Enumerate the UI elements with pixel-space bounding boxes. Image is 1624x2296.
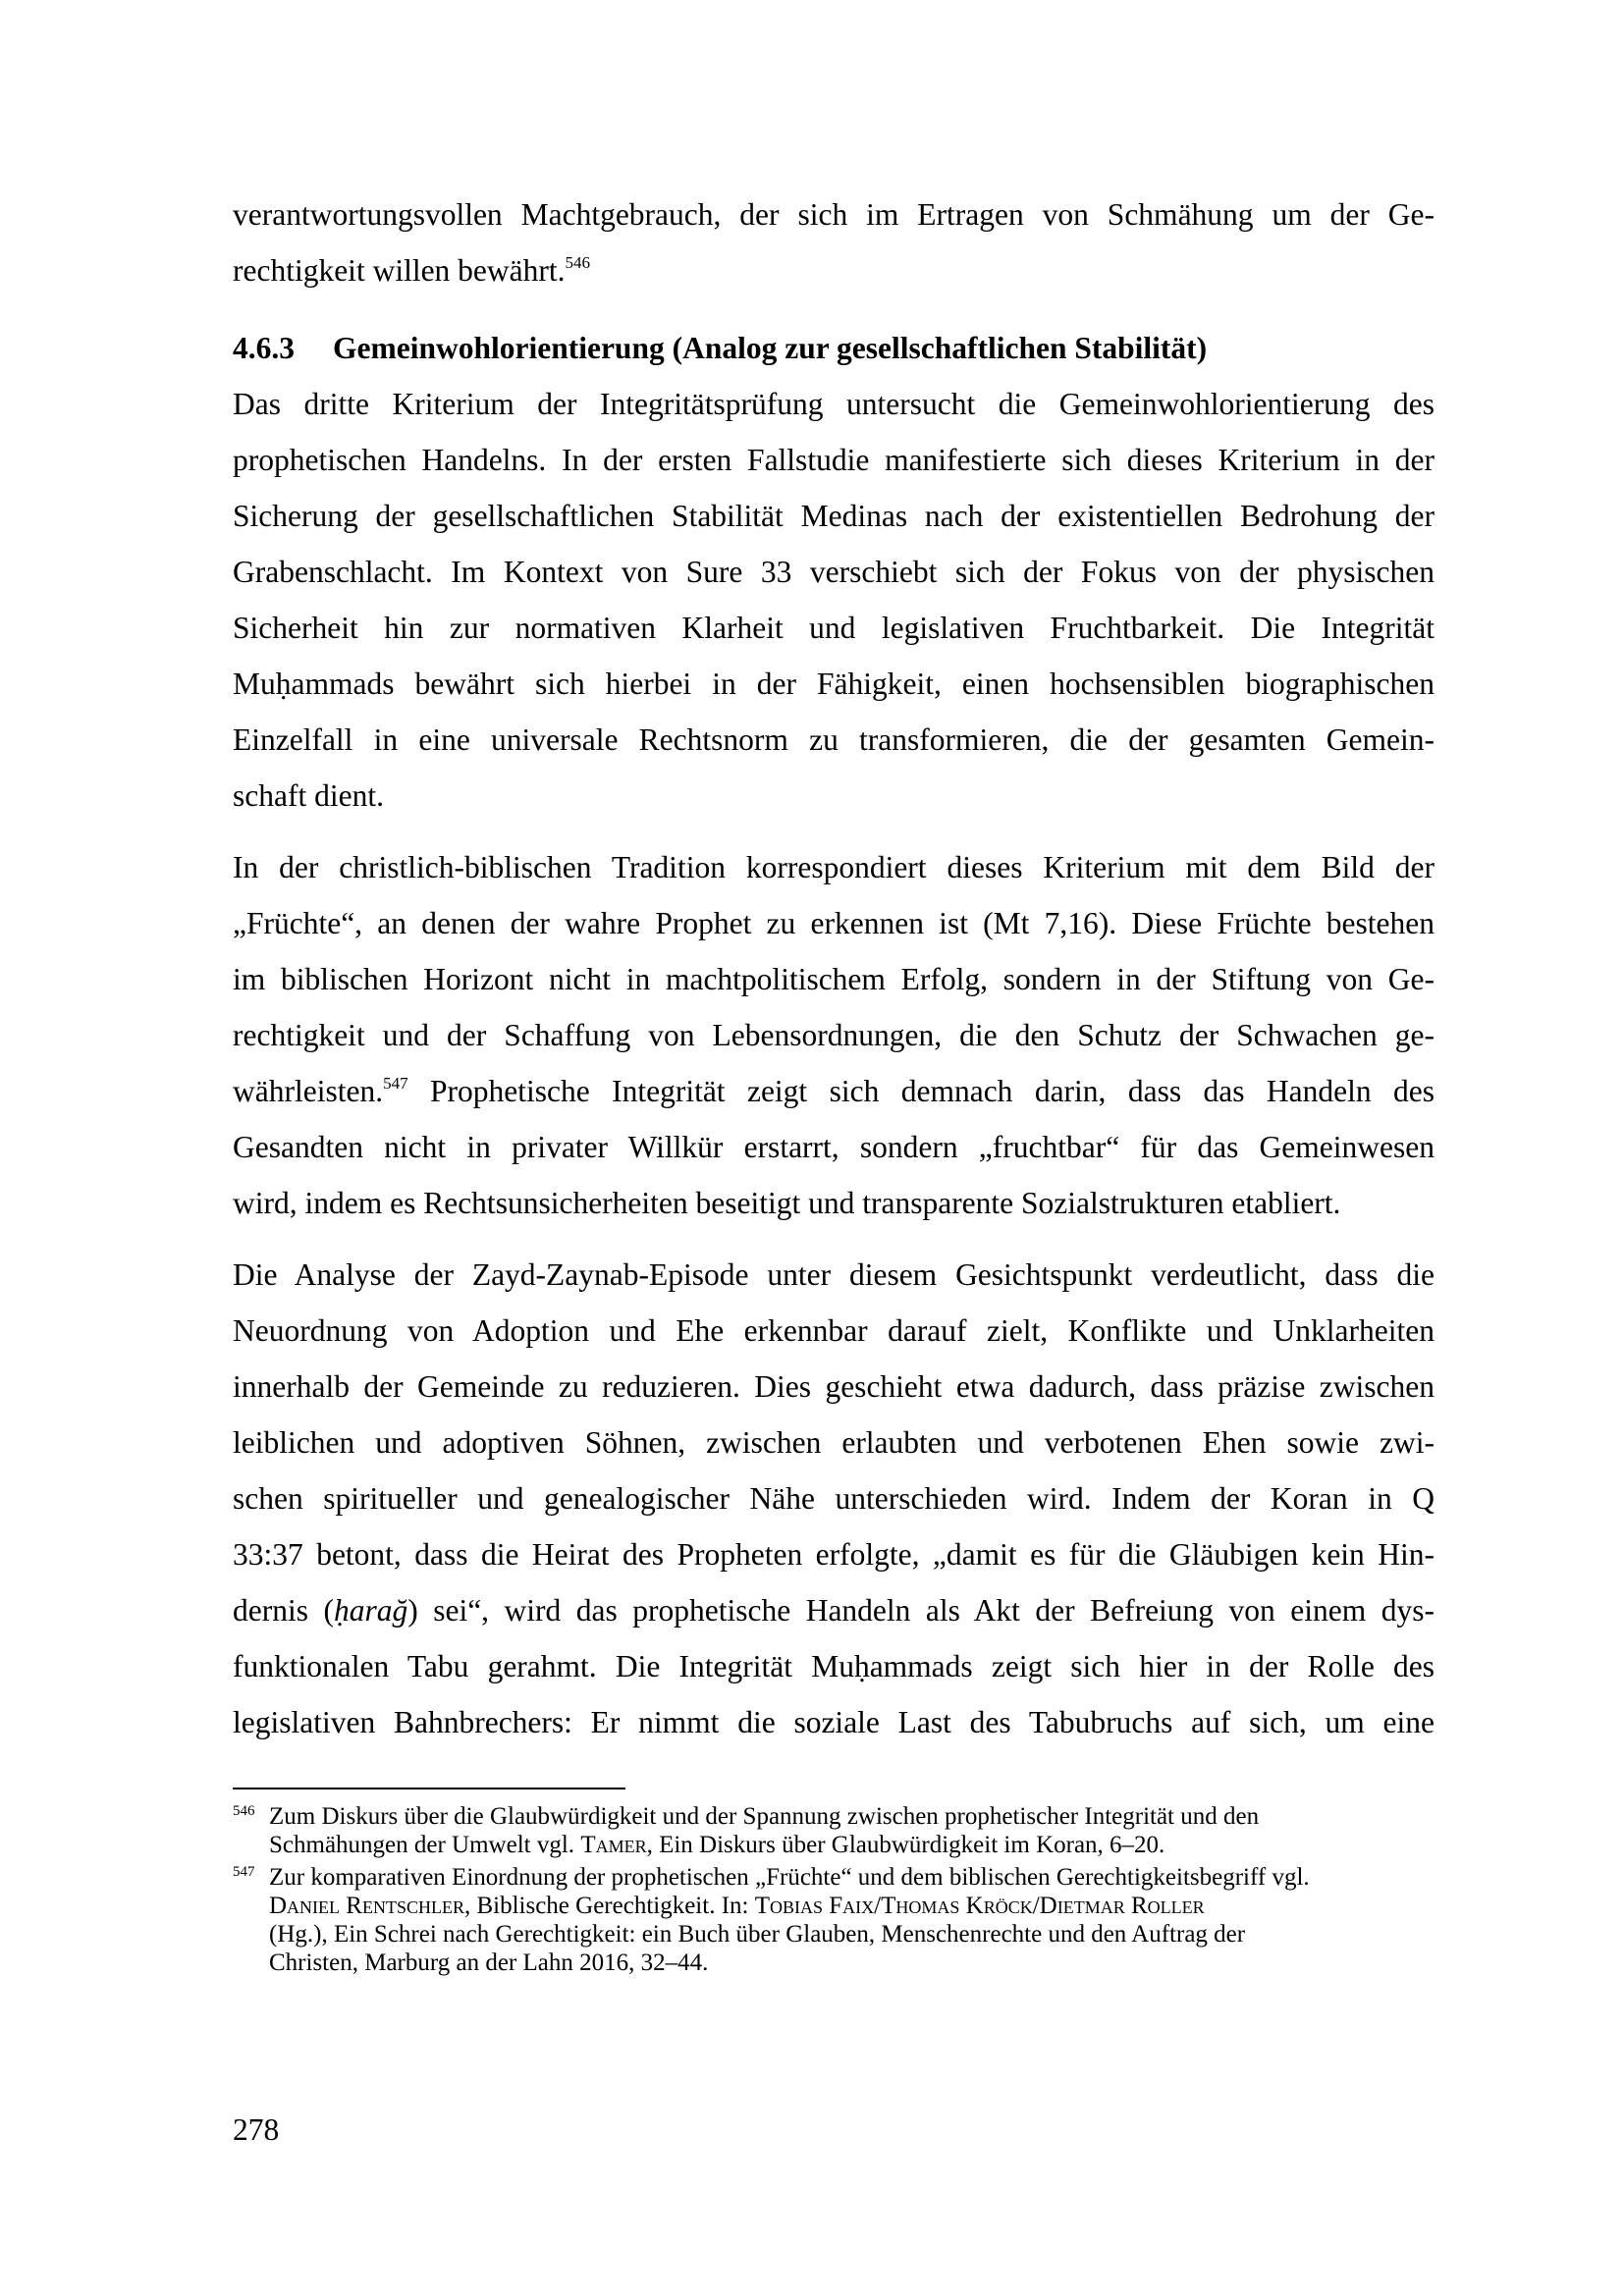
text-segment: ) sei“, wird das prophetische Handeln als Akt der Befreiung von einem dys- — [407, 1593, 1435, 1628]
editor-names: Tobias Faix/Thomas Kröck/Dietmar Roller — [754, 1893, 1205, 1919]
intro-paragraph — [233, 187, 1435, 298]
text-line: Die Analyse der Zayd-Zaynab-Episode unter diesem Gesichtspunkt verdeutlicht, dass die — [233, 1257, 1435, 1292]
footnote-line: (Hg.), Ein Schrei nach Gerechtigkeit: ein Buch über Glauben, Menschenrechte und den Auftrag der — [269, 1921, 1246, 1948]
text-segment: dernis ( — [233, 1593, 334, 1628]
transliterated-term: ḥarağ — [333, 1593, 408, 1628]
text-line — [233, 242, 1435, 298]
text-line: innerhalb der Gemeinde zu reduzieren. Dies geschieht etwa dadurch, dass präzise zwischen — [233, 1369, 1435, 1404]
section-heading — [233, 320, 1435, 376]
text-segment: rechtigkeit willen bewährt. — [233, 253, 566, 288]
footnote-separator — [233, 1788, 625, 1789]
text-line: legislativen Bahnbrechers: Er nimmt die soziale Last des Tabubruchs auf sich, um eine — [233, 1705, 1435, 1739]
text-line: „Früchte“, an denen der wahre Prophet zu erkennen ist (Mt 7,16). Diese Früchte bestehen — [233, 906, 1435, 940]
text-segment: , Ein Diskurs über Glaubwürdigkeit im Koran, 6–20. — [646, 1832, 1165, 1858]
text-line — [233, 1582, 1435, 1638]
text-line: wird, indem es Rechtsunsicherheiten beseitigt und transparente Sozialstrukturen etabliert. — [233, 1186, 1341, 1220]
text-line: rechtigkeit und der Schaffung von Lebensordnungen, die den Schutz der Schwachen ge- — [233, 1018, 1435, 1052]
section-number: 4.6.3 — [233, 331, 295, 365]
page-number: 278 — [233, 2112, 280, 2147]
text-line: schen spiritueller und genealogischer Nähe unterschieden wird. Indem der Koran in Q — [233, 1481, 1435, 1516]
text-line: Muḥammads bewährt sich hierbei in der Fähigkeit, einen hochsensiblen biographischen — [233, 667, 1435, 701]
footnote-number: 546 — [233, 1803, 255, 1819]
footnote-line: Zur komparativen Einordnung der prophetischen „Früchte“ und dem biblischen Gerechtigkeitsbegriff vgl. — [269, 1864, 1310, 1891]
text-segment: Schmähungen der Umwelt vgl. — [269, 1832, 581, 1858]
footnote-line: Zum Diskurs über die Glaubwürdigkeit und der Spannung zwischen prophetischer Integrität und den — [269, 1803, 1260, 1830]
section-title: Gemeinwohlorientierung (Analog zur gesellschaftlichen Stabilität) — [333, 331, 1208, 365]
author-name: Daniel Rentschler — [269, 1893, 464, 1919]
text-line: Sicherung der gesellschaftlichen Stabilität Medinas nach der existentiellen Bedrohung der — [233, 499, 1435, 533]
text-line: im biblischen Horizont nicht in machtpolitischem Erfolg, sondern in der Stiftung von Ge- — [233, 962, 1435, 996]
paragraph-2 — [233, 839, 1435, 1231]
page-body — [233, 187, 1435, 1750]
text-line: leiblichen und adoptiven Söhnen, zwischen erlaubten und verbotenen Ehen sowie zwi- — [233, 1425, 1435, 1460]
text-line: Sicherheit hin zur normativen Klarheit und legislativen Fruchtbarkeit. Die Integrität — [233, 611, 1435, 645]
text-segment: währleisten. — [233, 1074, 384, 1108]
text-segment: , Biblische Gerechtigkeit. In: — [463, 1893, 755, 1919]
text-line: Einzelfall in eine universale Rechtsnorm zu transformieren, die der gesamten Gemein- — [233, 722, 1435, 757]
text-line: 33:37 betont, dass die Heirat des Propheten erfolgte, „damit es für die Gläubigen kein Hin- — [233, 1537, 1435, 1572]
text-line — [233, 1063, 1435, 1119]
footnote-number: 547 — [233, 1864, 255, 1880]
footnote-ref-546[interactable]: 546 — [565, 253, 591, 272]
text-line: schaft dient. — [233, 778, 384, 813]
footnote-546 — [233, 1802, 1435, 1859]
footnotes — [233, 1802, 1435, 1977]
text-line: prophetischen Handelns. In der ersten Fallstudie manifestierte sich dieses Kriterium in der — [233, 443, 1435, 477]
text-line: Neuordnung von Adoption und Ehe erkennbar darauf zielt, Konflikte und Unklarheiten — [233, 1313, 1435, 1348]
footnote-line — [269, 1831, 1435, 1859]
text-line: Grabenschlacht. Im Kontext von Sure 33 verschiebt sich der Fokus von der physischen — [233, 555, 1435, 589]
author-name: Tamer — [580, 1832, 647, 1858]
text-segment: Prophetische Integrität zeigt sich demnach darin, dass das Handeln des — [407, 1074, 1435, 1108]
footnote-line: Christen, Marburg an der Lahn 2016, 32–44. — [269, 1949, 709, 1976]
text-line: Das dritte Kriterium der Integritätsprüfung untersucht die Gemeinwohlorientierung des — [233, 387, 1435, 421]
footnote-547 — [233, 1863, 1435, 1977]
footnote-line — [269, 1892, 1435, 1920]
footnote-ref-547[interactable]: 547 — [383, 1074, 408, 1093]
text-line: In der christlich-biblischen Tradition korrespondiert dieses Kriterium mit dem Bild der — [233, 850, 1435, 884]
text-line: funktionalen Tabu gerahmt. Die Integrität Muḥammads zeigt sich hier in der Rolle des — [233, 1649, 1435, 1683]
paragraph-1 — [233, 376, 1435, 824]
paragraph-3 — [233, 1247, 1435, 1750]
text-line: verantwortungsvollen Machtgebrauch, der sich im Ertragen von Schmähung um der Ge- — [233, 197, 1435, 232]
text-line: Gesandten nicht in privater Willkür erstarrt, sondern „fruchtbar“ für das Gemeinwesen — [233, 1130, 1435, 1164]
